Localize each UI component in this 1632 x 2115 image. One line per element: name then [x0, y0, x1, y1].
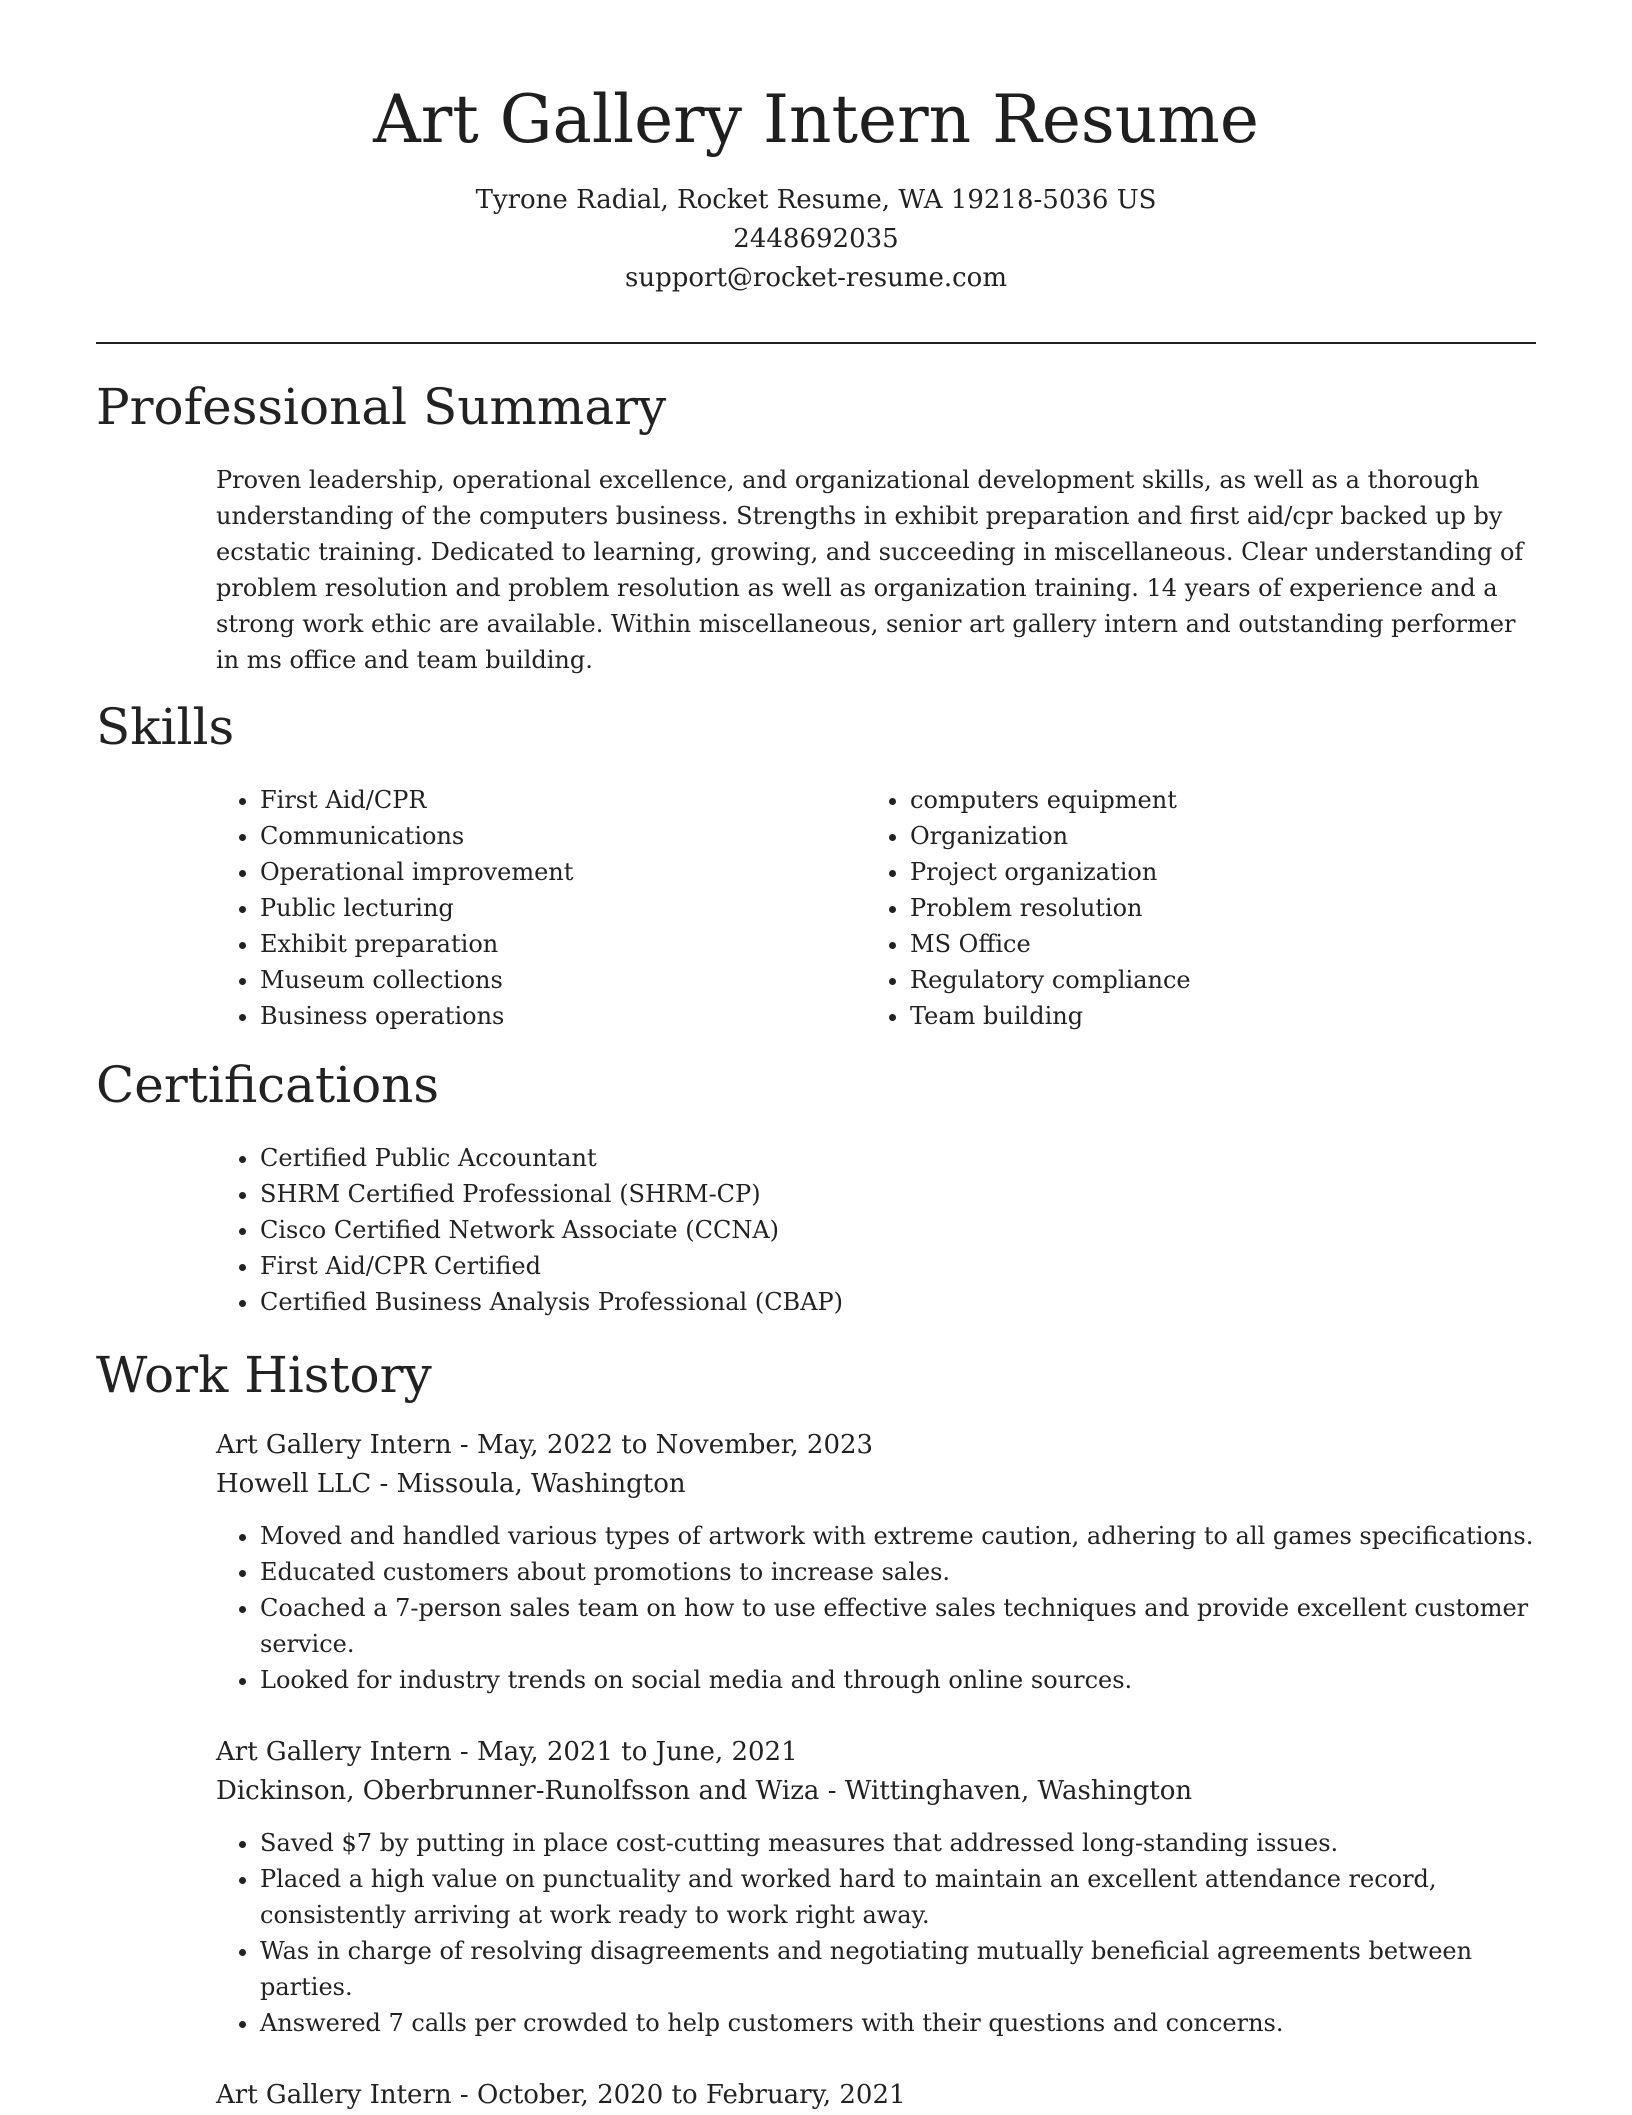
work-history-heading: Work History	[96, 1346, 432, 1404]
skill-item: • Museum collections	[260, 962, 836, 998]
resume-header	[0, 80, 1632, 298]
skill-item: • Operational improvement	[260, 854, 836, 890]
contact-phone: 2448692035	[733, 224, 899, 255]
job-bullet: • Looked for industry trends on social media and through online sources.	[260, 1662, 1536, 1698]
skill-item: • Problem resolution	[910, 890, 1536, 926]
job-title: Art Gallery Intern	[216, 2080, 452, 2110]
job-company-line: Dickinson, Oberbrunner-Runolfsson and Wiza - Wittinghaven, Washington	[216, 1776, 1193, 1806]
skill-item: • Public lecturing	[260, 890, 836, 926]
summary-heading: Professional Summary	[96, 378, 667, 436]
job-bullet: • Saved $7 by putting in place cost-cutting measures that addressed long-standing issues.	[260, 1825, 1536, 1861]
job-company: Dickinson, Oberbrunner-Runolfsson and Wiza	[216, 1776, 820, 1806]
skill-item: • Team building	[910, 998, 1536, 1034]
job-title-line: Art Gallery Intern - May, 2021 to June, 2021	[216, 1737, 798, 1767]
skills-heading: Skills	[96, 698, 235, 756]
skill-item: • Business operations	[260, 998, 836, 1034]
skill-item: • Exhibit preparation	[260, 926, 836, 962]
job-entry	[216, 1733, 1536, 2041]
certification-item: • Certified Business Analysis Professional (CBAP)	[260, 1284, 1536, 1320]
job-title-line: Art Gallery Intern - May, 2022 to November, 2023	[216, 1430, 874, 1460]
certification-item: • SHRM Certified Professional (SHRM-CP)	[260, 1176, 1536, 1212]
contact-address: Tyrone Radial, Rocket Resume, WA 19218-5036 US	[475, 185, 1157, 216]
document-title: Art Gallery Intern Resume	[373, 81, 1259, 158]
job-location: Wittinghaven, Washington	[844, 1776, 1193, 1806]
job-location: Missoula, Washington	[396, 1469, 686, 1499]
skills-column-left	[216, 782, 836, 1034]
job-bullet: • Educated customers about promotions to increase sales.	[260, 1554, 1536, 1590]
certifications-list	[216, 1140, 1536, 1320]
job-bullet: • Coached a 7-person sales team on how to use effective sales techniques and provide excellent customer service.	[260, 1590, 1536, 1662]
summary-text: Proven leadership, operational excellence, and organizational development skills, as well as a thorough understanding of the computers business. Strengths in exhibit preparation and first aid/cpr backed up by ecstatic training. Dedicated to learning, growing, and succeeding in miscellaneous. Clear understanding of problem resolution and problem resolution as well as organization training. 14 years of experience and a strong work ethic are available. Within miscellaneous, senior art gallery intern and outstanding performer in ms office and team building.	[216, 466, 1524, 674]
skill-item: • MS Office	[910, 926, 1536, 962]
job-title-line: Art Gallery Intern - October, 2020 to February, 2021	[216, 2080, 906, 2110]
skill-item: • Communications	[260, 818, 836, 854]
job-company-line: Howell LLC - Missoula, Washington	[216, 1469, 686, 1499]
certification-item: • Cisco Certified Network Associate (CCNA)	[260, 1212, 1536, 1248]
job-bullet: • Was in charge of resolving disagreements and negotiating mutually beneficial agreements between parties.	[260, 1933, 1536, 2005]
skill-item: • computers equipment	[910, 782, 1536, 818]
skill-item: • Project organization	[910, 854, 1536, 890]
job-title: Art Gallery Intern	[216, 1430, 452, 1460]
job-bullet: • Answered 7 calls per crowded to help customers with their questions and concerns.	[260, 2005, 1536, 2041]
skill-item: • First Aid/CPR	[260, 782, 836, 818]
skills-column-right	[866, 782, 1536, 1034]
header-divider	[96, 342, 1536, 344]
skill-item: • Organization	[910, 818, 1536, 854]
job-bullet: • Moved and handled various types of artwork with extreme caution, adhering to all games specifications.	[260, 1518, 1536, 1554]
job-bullet: • Placed a high value on punctuality and worked hard to maintain an excellent attendance record, consistently arriving at work ready to work right away.	[260, 1861, 1536, 1933]
job-company: Howell LLC	[216, 1469, 372, 1499]
job-dates: May, 2022 to November, 2023	[476, 1430, 874, 1460]
contact-info	[0, 181, 1632, 298]
certifications-heading: Certifications	[96, 1056, 440, 1114]
job-dates: May, 2021 to June, 2021	[476, 1737, 798, 1767]
job-entry	[216, 1426, 1536, 1698]
job-entry	[216, 2076, 1536, 2115]
certification-item: • First Aid/CPR Certified	[260, 1248, 1536, 1284]
contact-email: support@rocket-resume.com	[624, 263, 1007, 294]
skill-item: • Regulatory compliance	[910, 962, 1536, 998]
job-dates: October, 2020 to February, 2021	[476, 2080, 906, 2110]
certification-item: • Certified Public Accountant	[260, 1140, 1536, 1176]
job-title: Art Gallery Intern	[216, 1737, 452, 1767]
